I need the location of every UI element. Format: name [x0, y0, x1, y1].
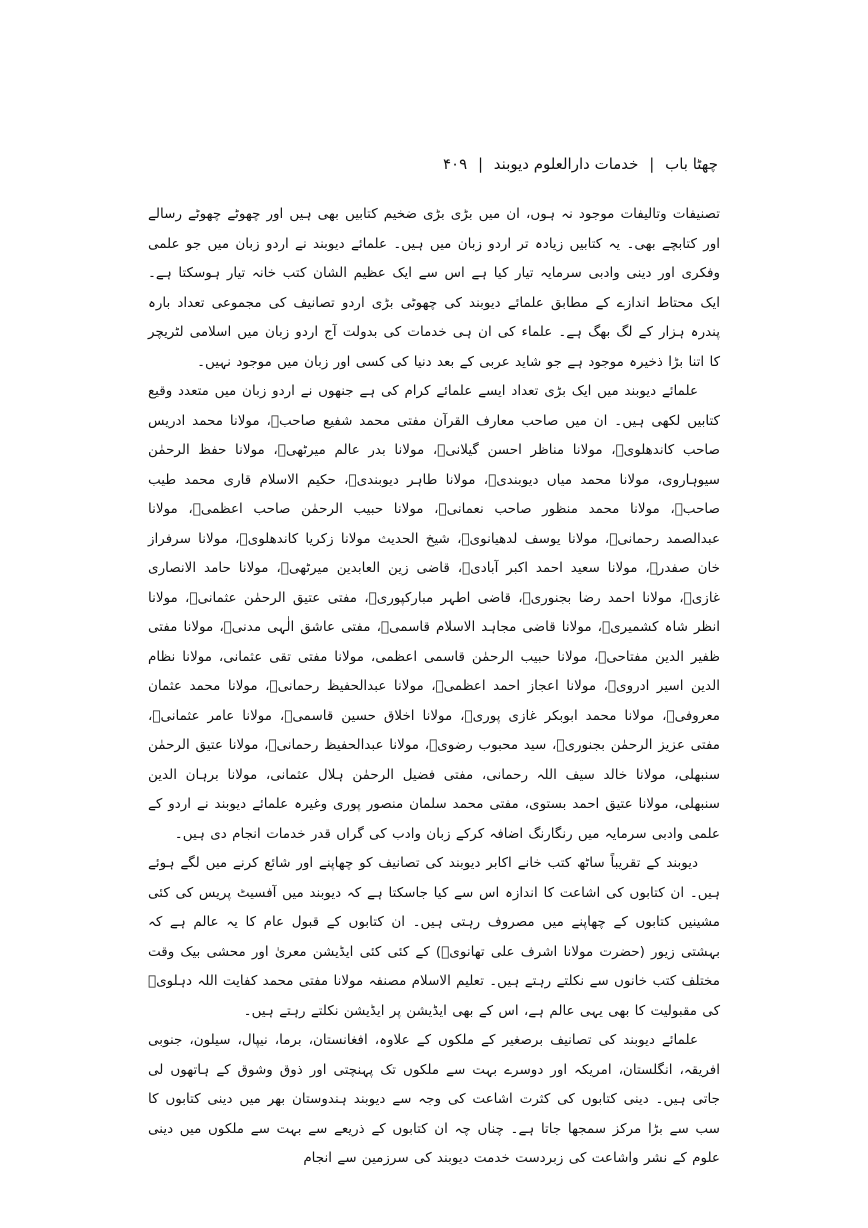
section-title: خدمات دارالعلوم دیوبند: [493, 155, 639, 173]
paragraph-2: علمائے دیوبند میں ایک بڑی تعداد ایسے علمائے کرام کی ہے جنھوں نے اردو زبان میں متعدد وقیع کتابیں لکھی ہیں۔ ان میں صاحب معارف القرآن مفتی محمد شفیع صاحبؒ، مولانا محمد ادریس صاحب کاندھلویؒ، مولانا مناظر احسن گیلانیؒ، مولانا بدر عالم میرٹھیؒ، مولانا حفظ الرحمٰن سیوہاروی، مولانا محمد میاں دیوبندیؒ، مولانا طاہر دیوبندیؒ، حکیم الاسلام قاری محمد طیب صاحبؒ، مولانا محمد منظور صاحب نعمانیؒ، مولانا حبیب الرحمٰن صاحب اعظمیؒ، مولانا عبدالصمد رحمانیؒ، مولانا یوسف لدھیانویؒ، شیخ الحدیث مولانا زکریا کاندھلویؒ، مولانا سرفراز خان صفدرؒ، مولانا سعید احمد اکبر آبادیؒ، قاضی زین العابدین میرٹھیؒ، مولانا حامد الانصاری غازیؒ، مولانا احمد رضا بجنوریؒ، قاضی اطہر مبارکپوریؒ، مفتی عتیق الرحمٰن عثمانیؒ، مولانا انظر شاہ کشمیریؒ، مولانا قاضی مجاہد الاسلام قاسمیؒ، مفتی عاشق الٰہی مدنیؒ، مولانا مفتی ظفیر الدین مفتاحیؒ، مولانا حبیب الرحمٰن قاسمی اعظمی، مولانا مفتی تقی عثمانی، مولانا نظام الدین اسیر ادرویؒ، مولانا اعجاز احمد اعظمیؒ، مولانا عبدالحفیظ رحمانیؒ، مولانا محمد عثمان معروفیؒ، مولانا محمد ابوبکر غازی پوریؒ، مولانا اخلاق حسین قاسمیؒ، مولانا عامر عثمانیؒ، مفتی عزیز الرحمٰن بجنوریؒ، سید محبوب رضویؒ، مولانا عبدالحفیظ رحمانیؒ، مولانا عتیق الرحمٰن سنبھلی، مولانا خالد سیف اللہ رحمانی، مفتی فضیل الرحمٰن ہلال عثمانی، مولانا برہان الدین سنبھلی، مولانا عتیق احمد بستوی، مفتی محمد سلمان منصور پوری وغیرہ علمائے دیوبند نے اردو کے علمی وادبی سرمایہ میں رنگارنگ اضافہ کرکے زبان وادب کی گراں قدر خدمات انجام دی ہیں۔: [148, 383, 720, 842]
paragraph-3: دیوبند کے تقریباً ساٹھ کتب خانے اکابر دیوبند کی تصانیف کو چھاپنے اور شائع کرنے میں لگے ہوئے ہیں۔ ان کتابوں کی اشاعت کا اندازہ اس سے کیا جاسکتا ہے کہ دیوبند میں آفسیٹ پریس کی کئی مشینیں کتابوں کے چھاپنے میں مصروف رہتی ہیں۔ ان کتابوں کے قبول عام کا یہ عالم ہے کہ بہشتی زیور (حضرت مولانا اشرف علی تھانویؒ) کے کئی کئی ایڈیشن معریٰ اور محشی بیک وقت مختلف کتب خانوں سے نکلتے رہتے ہیں۔ تعلیم الاسلام مصنفہ مولانا مفتی محمد کفایت اللہ دہلویؒ کی مقبولیت کا بھی یہی عالم ہے، اس کے بھی ایڈیشن پر ایڈیشن نکلتے رہتے ہیں۔: [148, 855, 720, 1019]
body-text: [148, 200, 720, 1166]
paragraph-4: علمائے دیوبند کی تصانیف برصغیر کے ملکوں کے علاوہ، افغانستان، برما، نیپال، سیلون، جنوبی افریقہ، انگلستان، امریکہ اور دوسرے بہت سے ملکوں تک پہنچتی اور ذوق وشوق کے ہاتھوں لی جاتی ہیں۔ دینی کتابوں کی کثرت اشاعت کی وجہ سے دیوبند ہندوستان بھر میں دینی کتابوں کا سب سے بڑا مرکز سمجھا جاتا ہے۔ چناں چہ ان کتابوں کے ذریعے سے بہت سے ملکوں میں دینی علوم کے نشر واشاعت کی زبردست خدمت دیوبند کی سرزمین سے انجام: [148, 1032, 720, 1166]
chapter-label: چھٹا باب: [665, 155, 718, 173]
page-number: ۴۰۹: [443, 155, 468, 173]
header-separator: |: [649, 155, 655, 173]
running-header: [443, 154, 718, 174]
header-separator-2: |: [477, 155, 484, 173]
paragraph-1: تصنیفات وتالیفات موجود نہ ہوں، ان میں بڑی بڑی ضخیم کتابیں بھی ہیں اور چھوٹے چھوٹے رسالے اور کتابچے بھی۔ یہ کتابیں زیادہ تر اردو زبان میں ہیں۔ علمائے دیوبند نے اردو زبان میں جو علمی وفکری اور دینی وادبی سرمایہ تیار کیا ہے اس سے ایک عظیم الشان کتب خانہ تیار ہوسکتا ہے۔ ایک محتاط اندازے کے مطابق علمائے دیوبند کی چھوٹی بڑی اردو تصانیف کی مجموعی تعداد بارہ پندرہ ہزار کے لگ بھگ ہے۔ علماء کی ان ہی خدمات کی بدولت آج اردو زبان میں اسلامی لٹریچر کا اتنا بڑا ذخیرہ موجود ہے جو شاید عربی کے بعد دنیا کی کسی اور زبان میں موجود نہیں۔: [148, 206, 720, 370]
